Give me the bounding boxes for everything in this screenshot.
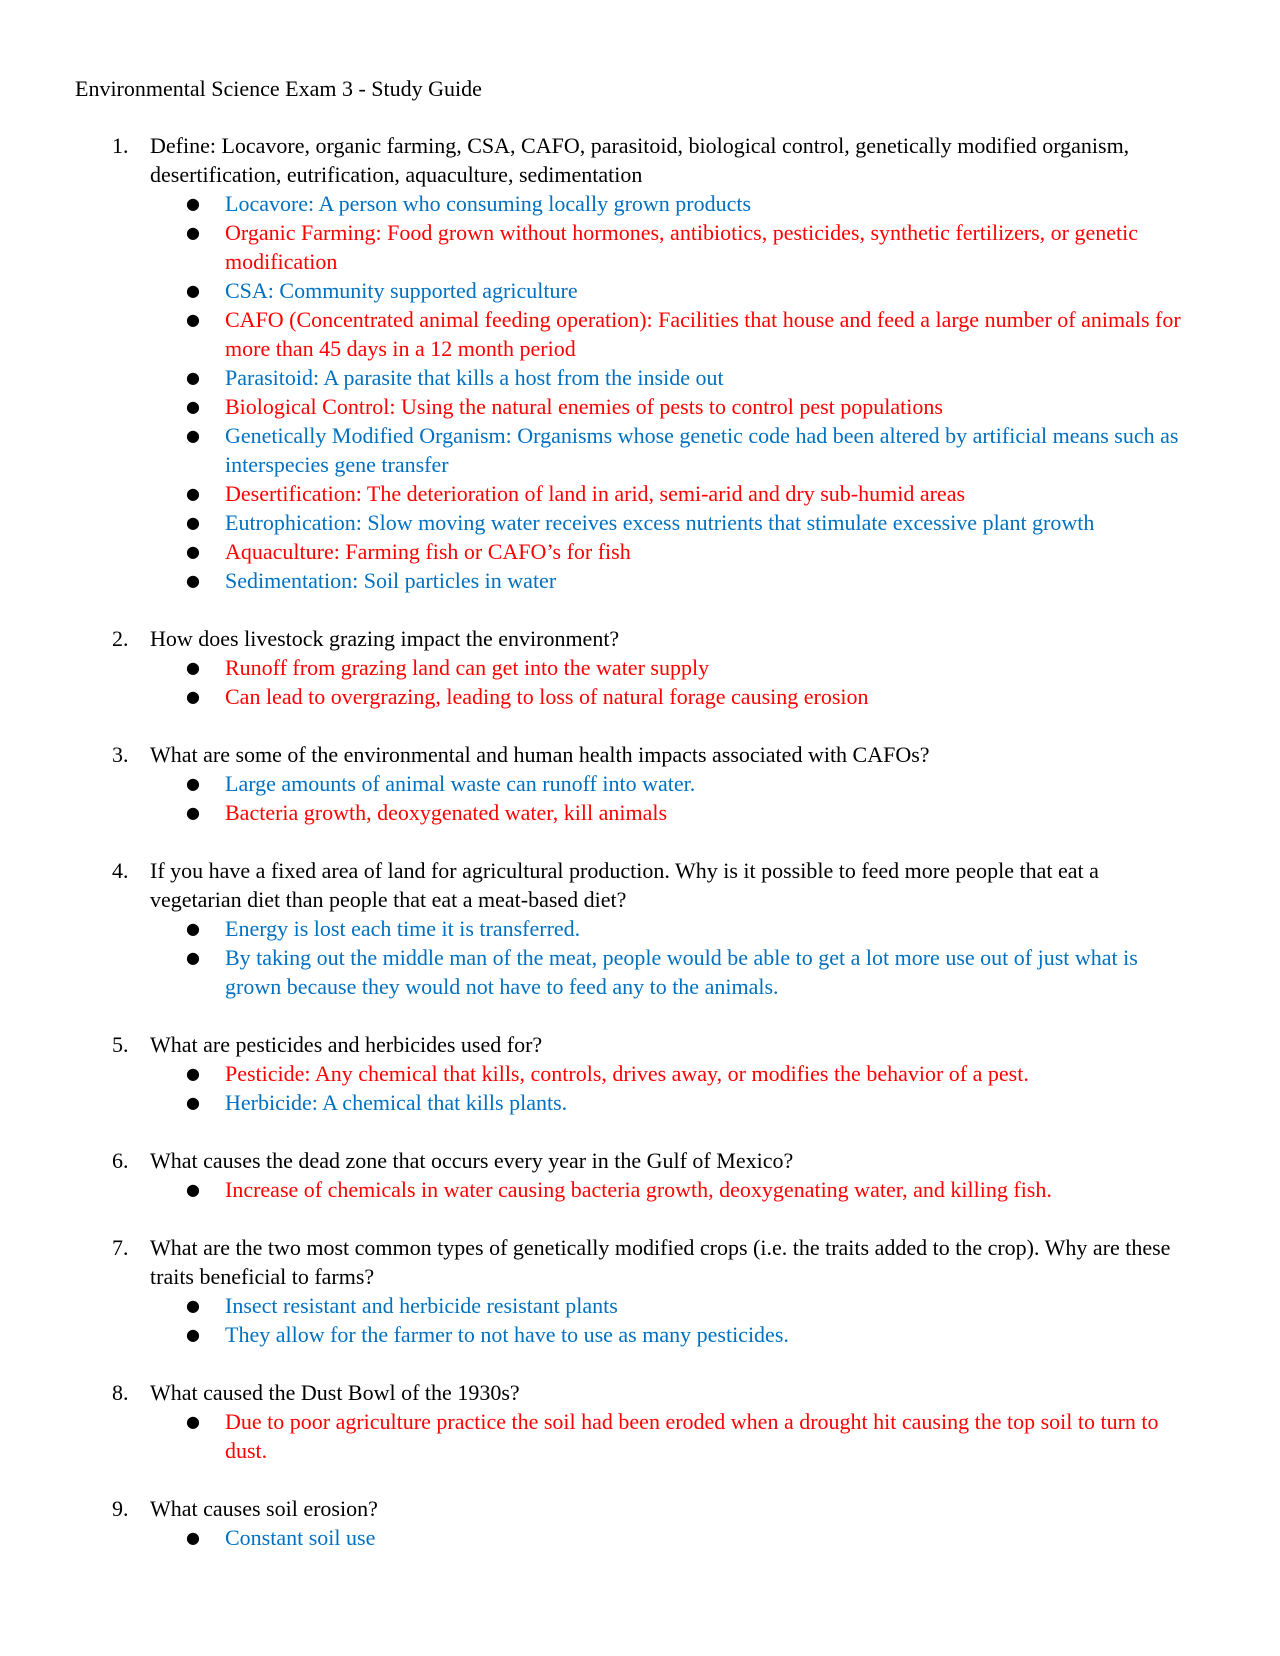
answer-item <box>0 1320 1195 1349</box>
bullet-icon: ● <box>186 484 200 503</box>
question-item <box>0 1378 1280 1465</box>
answer-text: Organic Farming: Food grown without hormones, antibiotics, pesticides, synthetic fertilizers, or genetic modification <box>225 220 1139 274</box>
answer-list <box>0 1291 1280 1349</box>
answer-text: CAFO (Concentrated animal feeding operation): Facilities that house and feed a large number of animals for more than 45 days in a 12 month period <box>225 307 1181 361</box>
answer-item <box>0 363 1195 392</box>
question-number: 9. <box>112 1496 129 1521</box>
answer-item <box>0 798 1195 827</box>
bullet-icon: ● <box>186 513 200 532</box>
answer-list <box>0 769 1280 827</box>
answer-item <box>0 276 1195 305</box>
bullet-icon: ● <box>186 397 200 416</box>
question-row <box>0 1030 1190 1059</box>
question-text: Define: Locavore, organic farming, CSA, CAFO, parasitoid, biological control, genetically modified organism, desertification, eutrification, aquaculture, sedimentation <box>150 133 1130 187</box>
bullet-icon: ● <box>186 542 200 561</box>
question-number: 5. <box>112 1032 129 1057</box>
question-text: What are pesticides and herbicides used for? <box>150 1032 543 1057</box>
answer-text: Can lead to overgrazing, leading to loss of natural forage causing erosion <box>225 684 869 709</box>
bullet-icon: ● <box>186 687 200 706</box>
answer-text: Pesticide: Any chemical that kills, controls, drives away, or modifies the behavior of a pest. <box>225 1061 1029 1086</box>
bullet-icon: ● <box>186 1412 200 1431</box>
answer-item <box>0 653 1195 682</box>
answer-text: Due to poor agriculture practice the soil had been eroded when a drought hit causing the top soil to turn to dust. <box>225 1409 1159 1463</box>
answer-text: Increase of chemicals in water causing bacteria growth, deoxygenating water, and killing fish. <box>225 1177 1052 1202</box>
question-text: What are some of the environmental and human health impacts associated with CAFOs? <box>150 742 930 767</box>
question-row <box>0 624 1190 653</box>
question-text: What are the two most common types of genetically modified crops (i.e. the traits added to the crop). Why are these traits beneficial to farms? <box>150 1235 1171 1289</box>
question-item <box>0 1233 1280 1349</box>
question-item <box>0 856 1280 1001</box>
answer-item <box>0 914 1195 943</box>
answer-item <box>0 1523 1195 1552</box>
bullet-icon: ● <box>186 1093 200 1112</box>
answer-item <box>0 305 1195 363</box>
bullet-icon: ● <box>186 310 200 329</box>
question-text: What caused the Dust Bowl of the 1930s? <box>150 1380 520 1405</box>
answer-text: Genetically Modified Organism: Organisms whose genetic code had been altered by artificial means such as interspecies gene transfer <box>225 423 1179 477</box>
answer-list <box>0 1407 1280 1465</box>
bullet-icon: ● <box>186 571 200 590</box>
question-text: What causes the dead zone that occurs every year in the Gulf of Mexico? <box>150 1148 794 1173</box>
answer-list <box>0 189 1280 595</box>
answer-item <box>0 769 1195 798</box>
question-text: If you have a fixed area of land for agricultural production. Why is it possible to feed more people that eat a vegetarian diet than people that eat a meat-based diet? <box>150 858 1099 912</box>
answer-item <box>0 392 1195 421</box>
answer-item <box>0 1175 1195 1204</box>
question-row <box>0 1233 1190 1291</box>
answer-item <box>0 943 1195 1001</box>
answer-item <box>0 537 1195 566</box>
question-number: 2. <box>112 626 129 651</box>
answer-list <box>0 1059 1280 1117</box>
answer-item <box>0 1291 1195 1320</box>
answer-item <box>0 189 1195 218</box>
answer-item <box>0 1088 1195 1117</box>
bullet-icon: ● <box>186 1528 200 1547</box>
answer-item <box>0 479 1195 508</box>
question-number: 6. <box>112 1148 129 1173</box>
answer-text: Sedimentation: Soil particles in water <box>225 568 557 593</box>
bullet-icon: ● <box>186 281 200 300</box>
answer-text: Desertification: The deterioration of land in arid, semi-arid and dry sub-humid areas <box>225 481 966 506</box>
question-text: What causes soil erosion? <box>150 1496 378 1521</box>
question-item <box>0 1494 1280 1552</box>
answer-item <box>0 508 1195 537</box>
answer-list <box>0 1175 1280 1204</box>
answer-text: CSA: Community supported agriculture <box>225 278 578 303</box>
answer-item <box>0 421 1195 479</box>
question-row <box>0 1494 1190 1523</box>
question-row <box>0 1378 1190 1407</box>
answer-text: By taking out the middle man of the meat, people would be able to get a lot more use out of just what is grown because they would not have to feed any to the animals. <box>225 945 1138 999</box>
question-text: How does livestock grazing impact the environment? <box>150 626 620 651</box>
bullet-icon: ● <box>186 1064 200 1083</box>
bullet-icon: ● <box>186 803 200 822</box>
question-item <box>0 1146 1280 1204</box>
answer-text: Parasitoid: A parasite that kills a host from the inside out <box>225 365 724 390</box>
question-row <box>0 1146 1190 1175</box>
answer-item <box>0 1407 1195 1465</box>
answer-text: Locavore: A person who consuming locally grown products <box>225 191 752 216</box>
answer-list <box>0 1523 1280 1552</box>
question-row <box>0 131 1190 189</box>
answer-item <box>0 218 1195 276</box>
question-item <box>0 624 1280 711</box>
bullet-icon: ● <box>186 948 200 967</box>
question-number: 3. <box>112 742 129 767</box>
page-title: Environmental Science Exam 3 - Study Guide <box>75 76 482 101</box>
answer-item <box>0 1059 1195 1088</box>
bullet-icon: ● <box>186 774 200 793</box>
answer-text: Herbicide: A chemical that kills plants. <box>225 1090 568 1115</box>
bullet-icon: ● <box>186 1325 200 1344</box>
answer-list <box>0 914 1280 1001</box>
answer-text: They allow for the farmer to not have to use as many pesticides. <box>225 1322 789 1347</box>
answer-text: Energy is lost each time it is transferred. <box>225 916 581 941</box>
bullet-icon: ● <box>186 658 200 677</box>
question-row <box>0 740 1190 769</box>
question-number: 8. <box>112 1380 129 1405</box>
answer-text: Aquaculture: Farming fish or CAFO’s for fish <box>225 539 631 564</box>
question-row <box>0 856 1190 914</box>
answer-item <box>0 682 1195 711</box>
answer-text: Eutrophication: Slow moving water receives excess nutrients that stimulate excessive plant growth <box>225 510 1095 535</box>
bullet-icon: ● <box>186 1180 200 1199</box>
bullet-icon: ● <box>186 919 200 938</box>
answer-text: Runoff from grazing land can get into the water supply <box>225 655 710 680</box>
question-list <box>0 131 1280 1581</box>
bullet-icon: ● <box>186 194 200 213</box>
question-item <box>0 131 1280 595</box>
question-item <box>0 740 1280 827</box>
question-number: 4. <box>112 858 129 883</box>
answer-text: Bacteria growth, deoxygenated water, kill animals <box>225 800 668 825</box>
answer-item <box>0 566 1195 595</box>
answer-text: Constant soil use <box>225 1525 376 1550</box>
bullet-icon: ● <box>186 223 200 242</box>
answer-list <box>0 653 1280 711</box>
question-item <box>0 1030 1280 1117</box>
bullet-icon: ● <box>186 368 200 387</box>
bullet-icon: ● <box>186 426 200 445</box>
question-number: 1. <box>112 133 129 158</box>
question-number: 7. <box>112 1235 129 1260</box>
answer-text: Large amounts of animal waste can runoff into water. <box>225 771 696 796</box>
answer-text: Insect resistant and herbicide resistant plants <box>225 1293 618 1318</box>
bullet-icon: ● <box>186 1296 200 1315</box>
answer-text: Biological Control: Using the natural enemies of pests to control pest populations <box>225 394 943 419</box>
